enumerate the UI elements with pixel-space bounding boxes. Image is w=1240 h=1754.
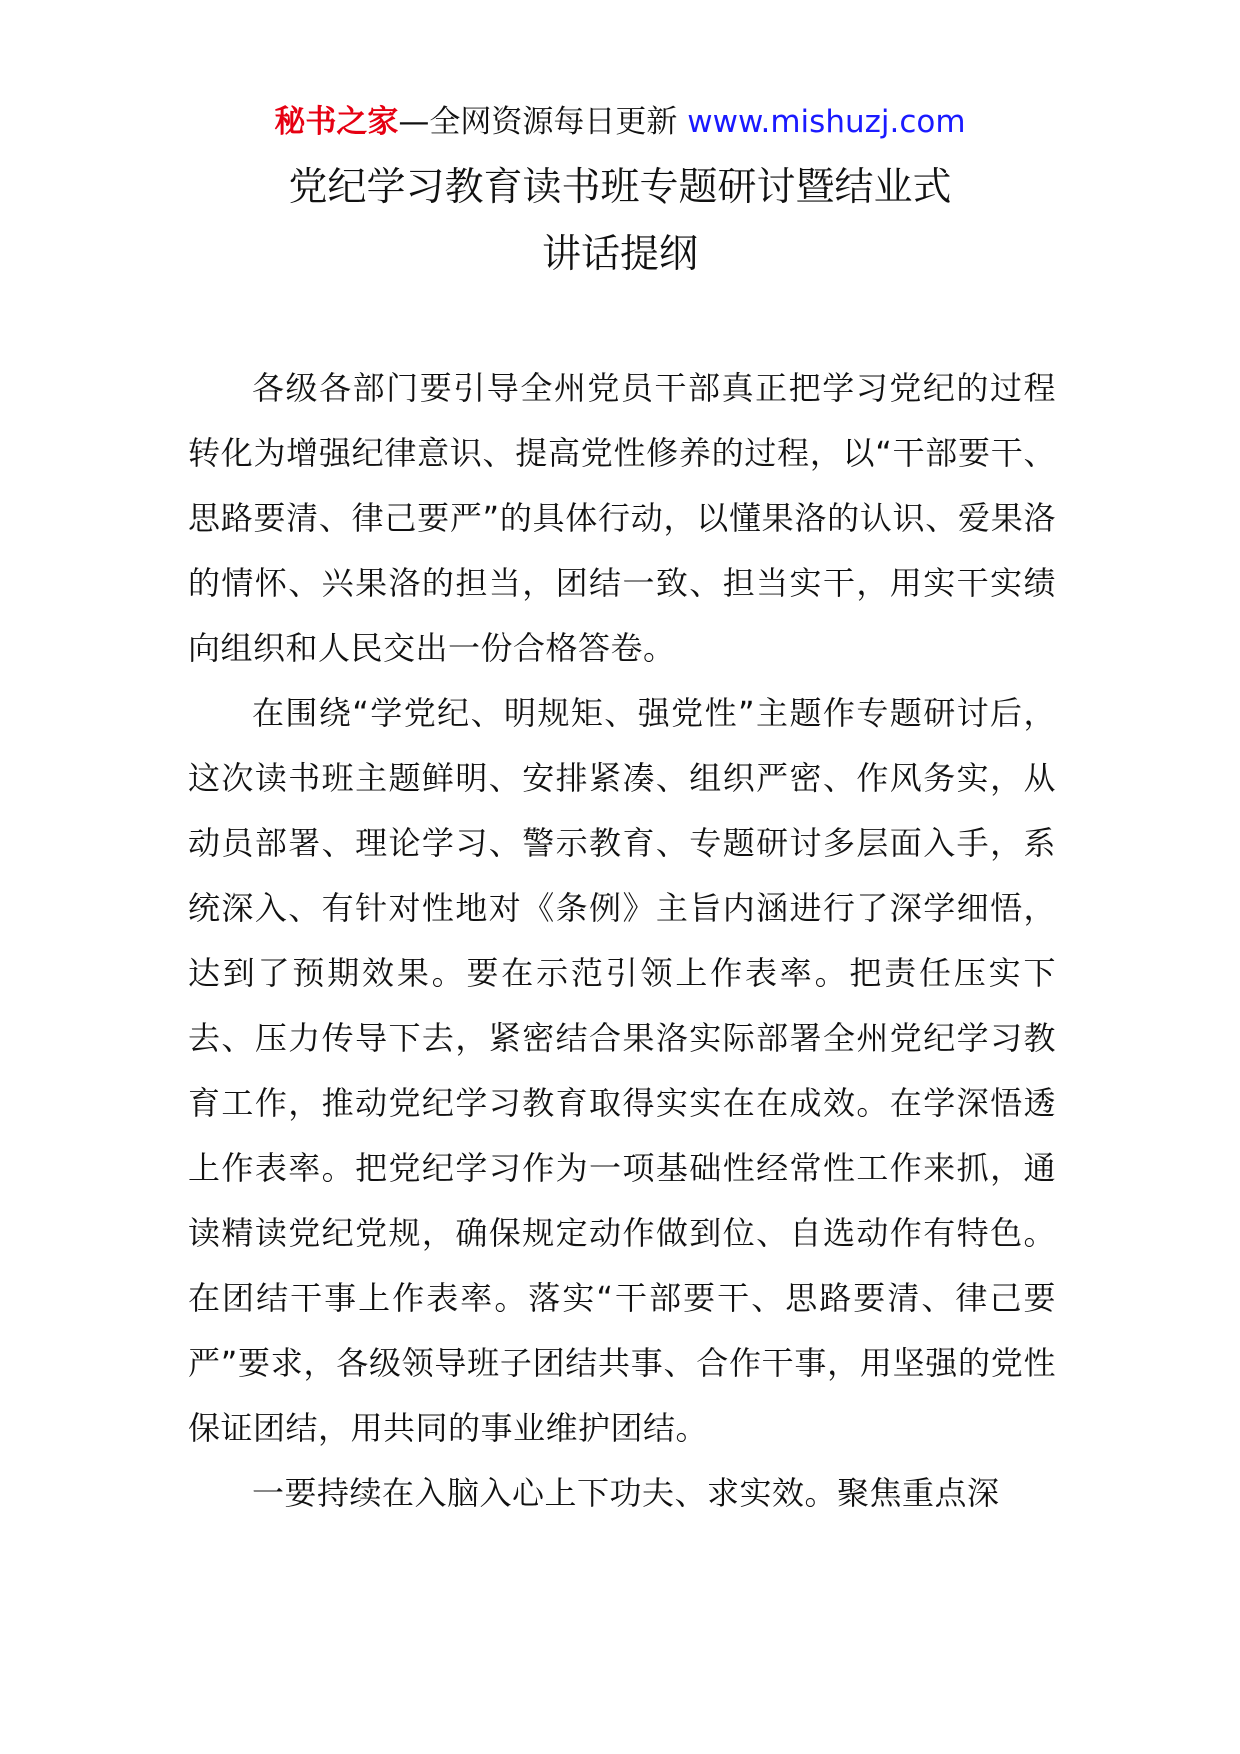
header-slogan: —全网资源每日更新 [398, 104, 688, 140]
site-header [0, 100, 1240, 144]
document-title-line-2: 讲话提纲 [541, 232, 698, 277]
paragraph-2: 在围绕“学党纪、明规矩、强党性”主题作专题研讨后，这次读书班主题鲜明、安排紧凑、组织严密、作风务实，从动员部署、理论学习、警示教育、专题研讨多层面入手，系统深入、有针对性地对《条例》主旨内涵进行了深学细悟，达到了预期效果。要在示范引领上作表率。把责任压实下去、压力传导下去，紧密结合果洛实际部署全州党纪学习教育工作，推动党纪学习教育取得实实在在成效。在学深悟透上作表率。把党纪学习作为一项基础性经常性工作来抓，通读精读党纪党规，确保规定动作做到位、自选动作有特色。在团结干事上作表率。落实“干部要干、思路要清、律己要严”要求，各级领导班子团结共事、合作干事，用坚强的党性保证团结，用共同的事业维护团结。 [188, 694, 1056, 1447]
site-url-link[interactable]: www.mishuzj.com [687, 104, 966, 140]
document-title-line-1: 党纪学习教育读书班专题研讨暨结业式 [288, 165, 952, 210]
paragraph-1: 各级各部门要引导全州党员干部真正把学习党纪的过程转化为增强纪律意识、提高党性修养的过程，以“干部要干、思路要清、律己要严”的具体行动，以懂果洛的认识、爱果洛的情怀、兴果洛的担当，团结一致、担当实干，用实干实绩向组织和人民交出一份合格答卷。 [188, 369, 1056, 667]
document-body [188, 356, 1056, 1526]
brand-name: 秘书之家 [274, 104, 399, 140]
paragraph-3: 一要持续在入脑入心上下功夫、求实效。聚焦重点深 [252, 1474, 1000, 1512]
